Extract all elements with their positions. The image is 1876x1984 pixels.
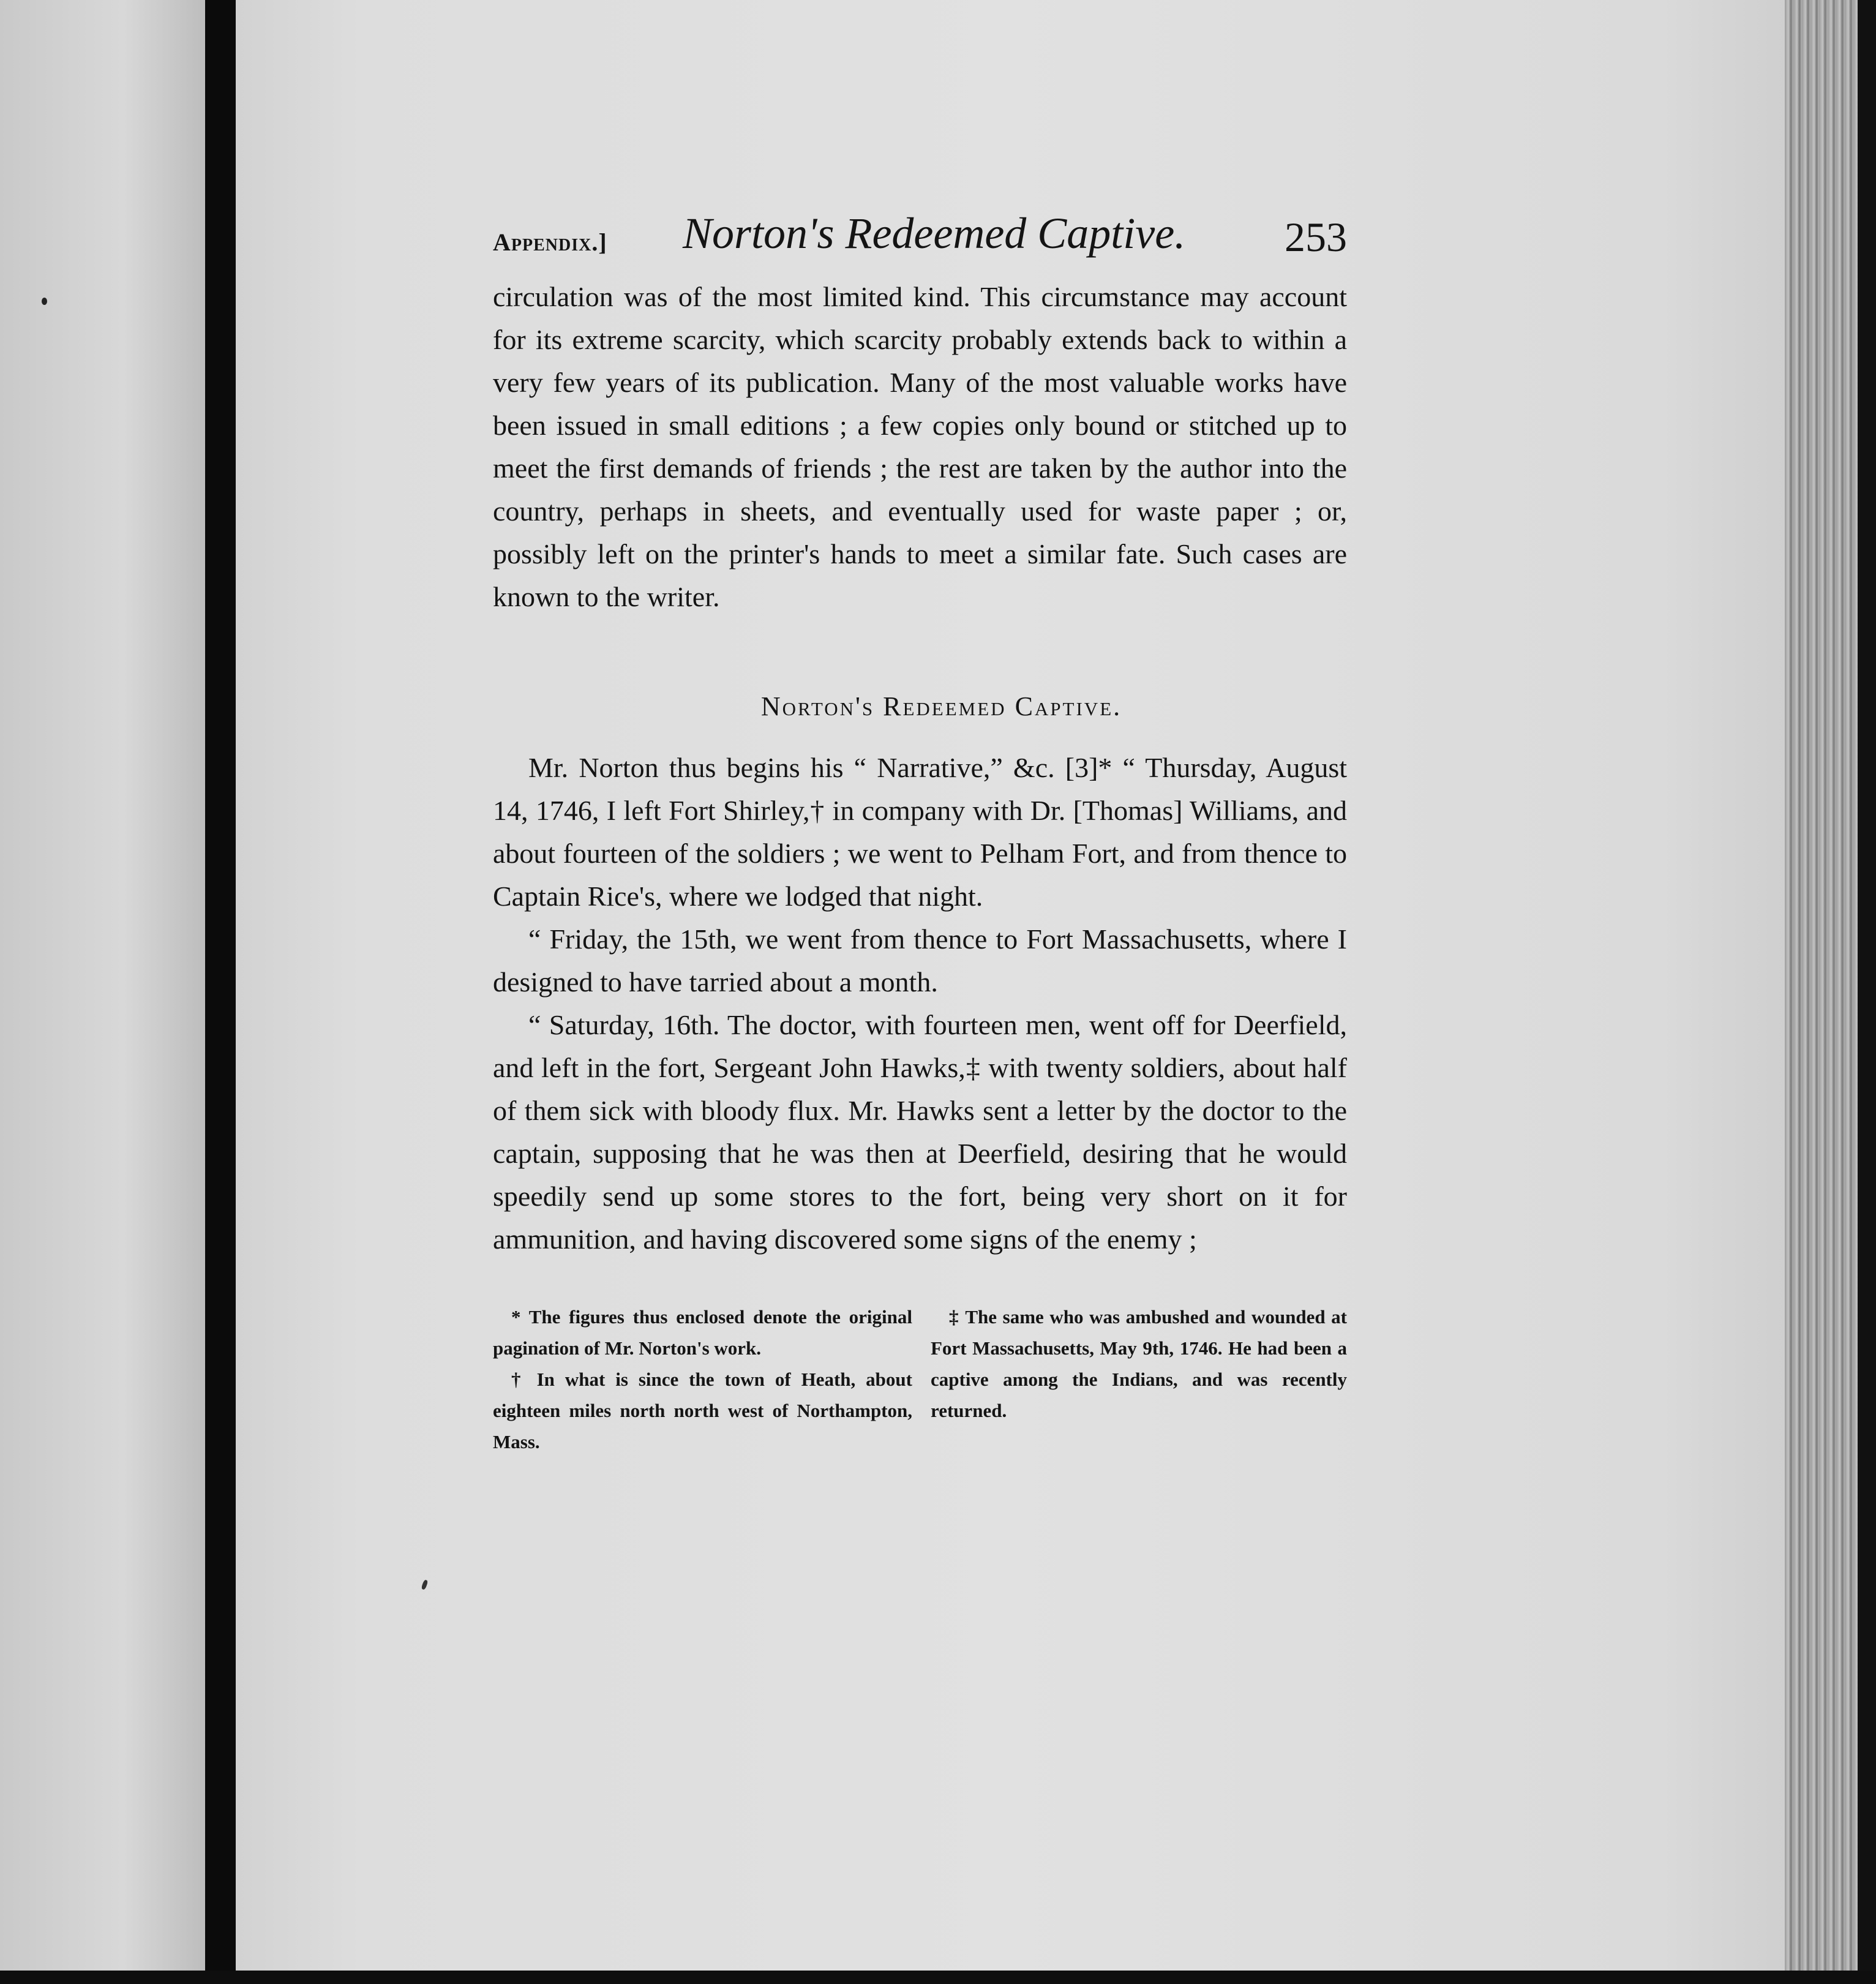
page-stack-edges	[1785, 0, 1876, 1984]
book-gutter	[205, 0, 236, 1984]
footnotes	[493, 1301, 1347, 1457]
left-page-edge	[0, 0, 205, 1984]
opening-paragraph: circulation was of the most limited kind. This circumstance may account for its extreme scarcity, which scarcity probably extends back to within a very few years of its publication. Many of the most valuable works have been issued in small editions ; a few copies only bound or stitched up to meet the first demands of friends ; the rest are taken by the author into the country, perhaps in sheets, and eventually used for waste paper ; or, possibly left on the printer's hands to meet a similar fate. Such cases are known to the writer.	[493, 281, 1347, 612]
running-head	[493, 208, 1347, 276]
page-number: 253	[1285, 214, 1347, 260]
footnote: † In what is since the town of Heath, about eighteen miles north north west of Northampton, Mass.	[493, 1369, 912, 1452]
body-paragraph: Mr. Norton thus begins his “ Narrative,” &c. [3]* “ Thursday, August 14, 1746, I left Fort Shirley,† in company with Dr. [Thomas] Williams, and about fourteen of the soldiers ; we went to Pelham Fort, and from thence to Captain Rice's, where we lodged that night.	[493, 752, 1347, 912]
footnotes-right-column	[931, 1301, 1347, 1457]
footnote: * The figures thus enclosed denote the original pagination of Mr. Norton's work.	[493, 1306, 912, 1359]
footnotes-left-column	[493, 1301, 912, 1457]
ink-speck	[42, 298, 47, 305]
section-heading: Norton's Redeemed Captive.	[760, 691, 1122, 721]
running-head-section: Appendix.]	[493, 228, 607, 256]
scan-bottom-border	[0, 1971, 1876, 1984]
page-text-block	[493, 208, 1347, 1457]
running-head-title: Norton's Redeemed Captive.	[683, 209, 1186, 258]
body-paragraph: “ Friday, the 15th, we went from thence to Fort Massachusetts, where I designed to have tarried about a month.	[493, 923, 1347, 998]
body-paragraph: “ Saturday, 16th. The doctor, with fourteen men, went off for Deerfield, and left in the fort, Sergeant John Hawks,‡ with twenty soldiers, about half of them sick with bloody flux. Mr. Hawks sent a letter by the doctor to the captain, supposing that he was then at Deerfield, desiring that he would speedily send up some stores to the fort, being very short on it for ammunition, and having discovered some signs of the enemy ;	[493, 1009, 1347, 1255]
footnote: ‡ The same who was ambushed and wounded at Fort Massachusetts, May 9th, 1746. He had been a captive among the Indians, and was recently returned.	[931, 1306, 1347, 1421]
